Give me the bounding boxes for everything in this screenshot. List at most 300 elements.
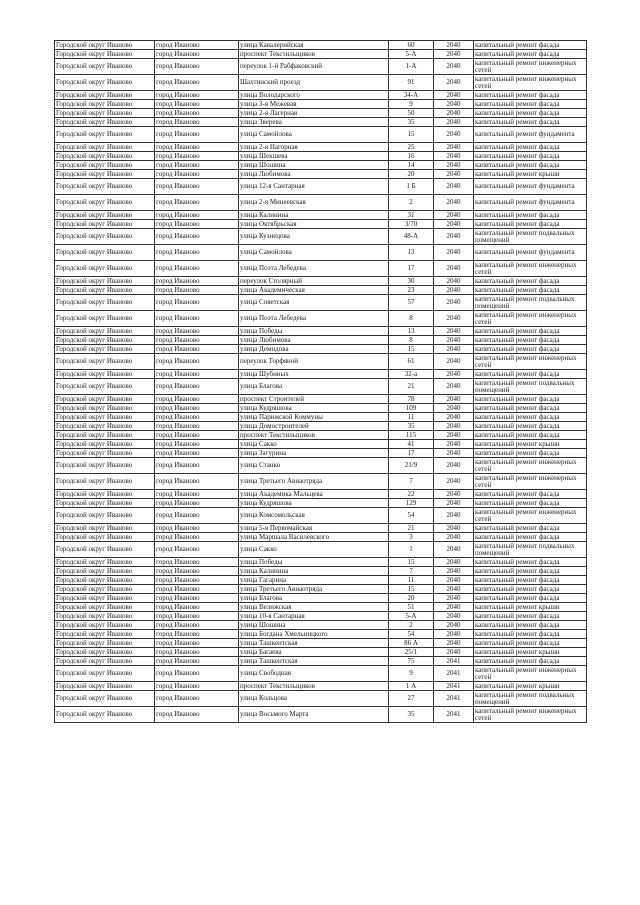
house-number-cell: 5-А bbox=[389, 50, 434, 59]
municipality-cell: Городской округ Иваново bbox=[55, 682, 155, 691]
house-number-cell: 86 А bbox=[389, 639, 434, 648]
street-cell: улица Советская bbox=[239, 295, 389, 311]
city-cell: город Иваново bbox=[155, 379, 239, 395]
year-cell: 2040 bbox=[434, 533, 474, 542]
table-row bbox=[55, 100, 587, 109]
street-cell: улица Академическая bbox=[239, 286, 389, 295]
work-type-cell: капитальный ремонт фасада bbox=[474, 533, 587, 542]
city-cell: город Иваново bbox=[155, 100, 239, 109]
house-number-cell: 57 bbox=[389, 295, 434, 311]
house-number-cell: 5-А bbox=[389, 612, 434, 621]
street-cell: улица Парижской Коммуны bbox=[239, 413, 389, 422]
work-type-cell: капитальный ремонт фасада bbox=[474, 286, 587, 295]
work-type-cell: капитальный ремонт фасада bbox=[474, 449, 587, 458]
year-cell: 2040 bbox=[434, 639, 474, 648]
table-row bbox=[55, 648, 587, 657]
municipality-cell: Городской округ Иваново bbox=[55, 707, 155, 723]
street-cell: улица Любимова bbox=[239, 170, 389, 179]
municipality-cell: Городской округ Иваново bbox=[55, 220, 155, 229]
street-cell: улица Загурина bbox=[239, 449, 389, 458]
municipality-cell: Городской округ Иваново bbox=[55, 474, 155, 490]
municipality-cell: Городской округ Иваново bbox=[55, 395, 155, 404]
municipality-cell: Городской округ Иваново bbox=[55, 211, 155, 220]
table-row bbox=[55, 458, 587, 474]
house-number-cell: 7 bbox=[389, 474, 434, 490]
year-cell: 2040 bbox=[434, 41, 474, 50]
year-cell: 2040 bbox=[434, 558, 474, 567]
city-cell: город Иваново bbox=[155, 413, 239, 422]
city-cell: город Иваново bbox=[155, 431, 239, 440]
year-cell: 2040 bbox=[434, 211, 474, 220]
city-cell: город Иваново bbox=[155, 490, 239, 499]
house-number-cell: 9 bbox=[389, 666, 434, 682]
house-number-cell: 13 bbox=[389, 245, 434, 261]
city-cell: город Иваново bbox=[155, 75, 239, 91]
street-cell: улица Поэта Лебедева bbox=[239, 311, 389, 327]
street-cell: улица Благова bbox=[239, 594, 389, 603]
city-cell: город Иваново bbox=[155, 508, 239, 524]
street-cell: улица Сакко bbox=[239, 542, 389, 558]
street-cell: улица 5-я Первомайская bbox=[239, 524, 389, 533]
year-cell: 2040 bbox=[434, 127, 474, 143]
street-cell: улица Победы bbox=[239, 327, 389, 336]
house-number-cell: 61 bbox=[389, 354, 434, 370]
city-cell: город Иваново bbox=[155, 109, 239, 118]
table-row bbox=[55, 286, 587, 295]
table-row bbox=[55, 336, 587, 345]
work-type-cell: капитальный ремонт инженерных сетей bbox=[474, 508, 587, 524]
year-cell: 2040 bbox=[434, 179, 474, 195]
municipality-cell: Городской округ Иваново bbox=[55, 245, 155, 261]
work-type-cell: капитальный ремонт подвальных помещений bbox=[474, 691, 587, 707]
city-cell: город Иваново bbox=[155, 458, 239, 474]
house-number-cell: 11 bbox=[389, 413, 434, 422]
house-number-cell: 35 bbox=[389, 422, 434, 431]
table-row bbox=[55, 311, 587, 327]
year-cell: 2040 bbox=[434, 621, 474, 630]
year-cell: 2040 bbox=[434, 542, 474, 558]
work-type-cell: капитальный ремонт подвальных помещений bbox=[474, 542, 587, 558]
city-cell: город Иваново bbox=[155, 286, 239, 295]
city-cell: город Иваново bbox=[155, 370, 239, 379]
municipality-cell: Городской округ Иваново bbox=[55, 41, 155, 50]
work-type-cell: капитальный ремонт инженерных сетей bbox=[474, 75, 587, 91]
table-row bbox=[55, 75, 587, 91]
house-number-cell: 2 bbox=[389, 195, 434, 211]
table-row bbox=[55, 508, 587, 524]
year-cell: 2040 bbox=[434, 499, 474, 508]
house-number-cell: 50 bbox=[389, 109, 434, 118]
work-type-cell: капитальный ремонт фасада bbox=[474, 621, 587, 630]
municipality-cell: Городской округ Иваново bbox=[55, 542, 155, 558]
work-type-cell: капитальный ремонт фасада bbox=[474, 630, 587, 639]
city-cell: город Иваново bbox=[155, 220, 239, 229]
table-row bbox=[55, 91, 587, 100]
street-cell: Шахтинский проезд bbox=[239, 75, 389, 91]
work-type-cell: капитальный ремонт фундамента bbox=[474, 195, 587, 211]
work-type-cell: капитальный ремонт фасада bbox=[474, 499, 587, 508]
street-cell: улица Свободная bbox=[239, 666, 389, 682]
year-cell: 2040 bbox=[434, 118, 474, 127]
street-cell: улица Багаева bbox=[239, 648, 389, 657]
street-cell: улица Володарского bbox=[239, 91, 389, 100]
city-cell: город Иваново bbox=[155, 354, 239, 370]
street-cell: улица Калинина bbox=[239, 567, 389, 576]
city-cell: город Иваново bbox=[155, 229, 239, 245]
street-cell: улица 2-я Нагорная bbox=[239, 143, 389, 152]
street-cell: улица Победы bbox=[239, 558, 389, 567]
year-cell: 2040 bbox=[434, 431, 474, 440]
municipality-cell: Городской округ Иваново bbox=[55, 277, 155, 286]
work-type-cell: капитальный ремонт фасада bbox=[474, 91, 587, 100]
work-type-cell: капитальный ремонт фасада bbox=[474, 370, 587, 379]
table-row bbox=[55, 474, 587, 490]
street-cell: улица Кудряшова bbox=[239, 499, 389, 508]
work-type-cell: капитальный ремонт фасада bbox=[474, 639, 587, 648]
city-cell: город Иваново bbox=[155, 91, 239, 100]
street-cell: улица Калинина bbox=[239, 211, 389, 220]
table-row bbox=[55, 379, 587, 395]
house-number-cell: 8 bbox=[389, 336, 434, 345]
table-row bbox=[55, 524, 587, 533]
city-cell: город Иваново bbox=[155, 170, 239, 179]
city-cell: город Иваново bbox=[155, 245, 239, 261]
work-type-cell: капитальный ремонт крыши bbox=[474, 603, 587, 612]
work-type-cell: капитальный ремонт фасада bbox=[474, 220, 587, 229]
house-number-cell: 115 bbox=[389, 431, 434, 440]
table-row bbox=[55, 395, 587, 404]
street-cell: улица Ташкентская bbox=[239, 639, 389, 648]
year-cell: 2040 bbox=[434, 458, 474, 474]
table-row bbox=[55, 345, 587, 354]
house-number-cell: 54 bbox=[389, 630, 434, 639]
work-type-cell: капитальный ремонт подвальных помещений bbox=[474, 379, 587, 395]
year-cell: 2040 bbox=[434, 50, 474, 59]
table-row bbox=[55, 422, 587, 431]
house-number-cell: 1 bbox=[389, 542, 434, 558]
municipality-cell: Городской округ Иваново bbox=[55, 370, 155, 379]
city-cell: город Иваново bbox=[155, 422, 239, 431]
year-cell: 2040 bbox=[434, 91, 474, 100]
year-cell: 2040 bbox=[434, 75, 474, 91]
municipality-cell: Городской округ Иваново bbox=[55, 449, 155, 458]
city-cell: город Иваново bbox=[155, 639, 239, 648]
year-cell: 2040 bbox=[434, 336, 474, 345]
table-row bbox=[55, 354, 587, 370]
work-type-cell: капитальный ремонт фасада bbox=[474, 345, 587, 354]
municipality-cell: Городской округ Иваново bbox=[55, 621, 155, 630]
table-row bbox=[55, 109, 587, 118]
city-cell: город Иваново bbox=[155, 707, 239, 723]
work-type-cell: капитальный ремонт фасада bbox=[474, 336, 587, 345]
house-number-cell: 11 bbox=[389, 576, 434, 585]
year-cell: 2040 bbox=[434, 170, 474, 179]
work-type-cell: капитальный ремонт крыши bbox=[474, 440, 587, 449]
city-cell: город Иваново bbox=[155, 524, 239, 533]
city-cell: город Иваново bbox=[155, 211, 239, 220]
work-type-cell: капитальный ремонт фасада bbox=[474, 395, 587, 404]
municipality-cell: Городской округ Иваново bbox=[55, 490, 155, 499]
municipality-cell: Городской округ Иваново bbox=[55, 179, 155, 195]
street-cell: улица Комсомольская bbox=[239, 508, 389, 524]
street-cell: улица Любимова bbox=[239, 336, 389, 345]
city-cell: город Иваново bbox=[155, 499, 239, 508]
year-cell: 2040 bbox=[434, 395, 474, 404]
year-cell: 2040 bbox=[434, 327, 474, 336]
work-type-cell: капитальный ремонт фасада bbox=[474, 211, 587, 220]
year-cell: 2040 bbox=[434, 474, 474, 490]
year-cell: 2040 bbox=[434, 59, 474, 75]
table-row bbox=[55, 691, 587, 707]
municipality-cell: Городской округ Иваново bbox=[55, 657, 155, 666]
street-cell: улица Домостроителей bbox=[239, 422, 389, 431]
city-cell: город Иваново bbox=[155, 594, 239, 603]
city-cell: город Иваново bbox=[155, 567, 239, 576]
table-row bbox=[55, 245, 587, 261]
table-row bbox=[55, 179, 587, 195]
table-row bbox=[55, 220, 587, 229]
work-type-cell: капитальный ремонт инженерных сетей bbox=[474, 458, 587, 474]
house-number-cell: 15 bbox=[389, 585, 434, 594]
table-row bbox=[55, 682, 587, 691]
municipality-cell: Городской округ Иваново bbox=[55, 458, 155, 474]
city-cell: город Иваново bbox=[155, 603, 239, 612]
table-row bbox=[55, 567, 587, 576]
city-cell: город Иваново bbox=[155, 311, 239, 327]
municipality-cell: Городской округ Иваново bbox=[55, 152, 155, 161]
street-cell: улица 3-я Межевая bbox=[239, 100, 389, 109]
municipality-cell: Городской округ Иваново bbox=[55, 59, 155, 75]
year-cell: 2040 bbox=[434, 449, 474, 458]
table-row bbox=[55, 413, 587, 422]
work-type-cell: капитальный ремонт фундамента bbox=[474, 179, 587, 195]
year-cell: 2040 bbox=[434, 440, 474, 449]
street-cell: проспект Строителей bbox=[239, 395, 389, 404]
work-type-cell: капитальный ремонт фасада bbox=[474, 422, 587, 431]
work-type-cell: капитальный ремонт фасада bbox=[474, 41, 587, 50]
year-cell: 2040 bbox=[434, 524, 474, 533]
city-cell: город Иваново bbox=[155, 59, 239, 75]
house-number-cell: 1 Б bbox=[389, 179, 434, 195]
house-number-cell: 1-А bbox=[389, 59, 434, 75]
house-number-cell: 16 bbox=[389, 152, 434, 161]
table-row bbox=[55, 639, 587, 648]
municipality-cell: Городской округ Иваново bbox=[55, 422, 155, 431]
year-cell: 2041 bbox=[434, 657, 474, 666]
year-cell: 2040 bbox=[434, 345, 474, 354]
municipality-cell: Городской округ Иваново bbox=[55, 100, 155, 109]
street-cell: проспект Текстильщиков bbox=[239, 431, 389, 440]
table-row bbox=[55, 327, 587, 336]
street-cell: улица Кольцова bbox=[239, 691, 389, 707]
municipality-cell: Городской округ Иваново bbox=[55, 75, 155, 91]
municipality-cell: Городской округ Иваново bbox=[55, 50, 155, 59]
work-type-cell: капитальный ремонт фасада bbox=[474, 143, 587, 152]
street-cell: улица Ташкентская bbox=[239, 657, 389, 666]
document-page bbox=[54, 40, 586, 723]
city-cell: город Иваново bbox=[155, 648, 239, 657]
work-type-cell: капитальный ремонт крыши bbox=[474, 682, 587, 691]
street-cell: улица Кавалерийская bbox=[239, 41, 389, 50]
municipality-cell: Городской округ Иваново bbox=[55, 431, 155, 440]
city-cell: город Иваново bbox=[155, 691, 239, 707]
work-type-cell: капитальный ремонт фасада bbox=[474, 413, 587, 422]
house-number-cell: 54 bbox=[389, 508, 434, 524]
municipality-cell: Городской округ Иваново bbox=[55, 594, 155, 603]
municipality-cell: Городской округ Иваново bbox=[55, 295, 155, 311]
street-cell: переулок Торфяной bbox=[239, 354, 389, 370]
work-type-cell: капитальный ремонт крыши bbox=[474, 648, 587, 657]
street-cell: проспект Текстильщиков bbox=[239, 50, 389, 59]
municipality-cell: Городской округ Иваново bbox=[55, 612, 155, 621]
municipality-cell: Городской округ Иваново bbox=[55, 440, 155, 449]
municipality-cell: Городской округ Иваново bbox=[55, 161, 155, 170]
house-number-cell: 21 bbox=[389, 379, 434, 395]
year-cell: 2041 bbox=[434, 666, 474, 682]
street-cell: улица Гагарина bbox=[239, 576, 389, 585]
house-number-cell: 21 bbox=[389, 524, 434, 533]
table-row bbox=[55, 630, 587, 639]
work-type-cell: капитальный ремонт фундамента bbox=[474, 245, 587, 261]
work-type-cell: капитальный ремонт фасада bbox=[474, 524, 587, 533]
house-number-cell: 15 bbox=[389, 558, 434, 567]
city-cell: город Иваново bbox=[155, 261, 239, 277]
table-row bbox=[55, 41, 587, 50]
house-number-cell: 20 bbox=[389, 170, 434, 179]
table-row bbox=[55, 211, 587, 220]
city-cell: город Иваново bbox=[155, 161, 239, 170]
city-cell: город Иваново bbox=[155, 127, 239, 143]
street-cell: улица Октябрьская bbox=[239, 220, 389, 229]
municipality-cell: Городской округ Иваново bbox=[55, 499, 155, 508]
municipality-cell: Городской округ Иваново bbox=[55, 336, 155, 345]
city-cell: город Иваново bbox=[155, 41, 239, 50]
municipality-cell: Городской округ Иваново bbox=[55, 109, 155, 118]
work-type-cell: капитальный ремонт фасада bbox=[474, 404, 587, 413]
table-row bbox=[55, 431, 587, 440]
house-number-cell: 129 bbox=[389, 499, 434, 508]
municipality-cell: Городской округ Иваново bbox=[55, 311, 155, 327]
street-cell: проспект Текстильщиков bbox=[239, 682, 389, 691]
city-cell: город Иваново bbox=[155, 657, 239, 666]
street-cell: улица 12-я Сантарная bbox=[239, 179, 389, 195]
city-cell: город Иваново bbox=[155, 152, 239, 161]
house-number-cell: 23 bbox=[389, 286, 434, 295]
house-number-cell: 3 bbox=[389, 533, 434, 542]
city-cell: город Иваново bbox=[155, 440, 239, 449]
house-number-cell: 35 bbox=[389, 707, 434, 723]
table-row bbox=[55, 295, 587, 311]
house-number-cell: 13 bbox=[389, 327, 434, 336]
table-row bbox=[55, 440, 587, 449]
table-row bbox=[55, 118, 587, 127]
work-type-cell: капитальный ремонт фасада bbox=[474, 594, 587, 603]
table-row bbox=[55, 542, 587, 558]
house-number-cell: 75 bbox=[389, 657, 434, 666]
municipality-cell: Городской округ Иваново bbox=[55, 261, 155, 277]
street-cell: улица 2-я Минеевская bbox=[239, 195, 389, 211]
municipality-cell: Городской округ Иваново bbox=[55, 229, 155, 245]
table-row bbox=[55, 161, 587, 170]
city-cell: город Иваново bbox=[155, 295, 239, 311]
house-number-cell: 22 bbox=[389, 490, 434, 499]
work-type-cell: капитальный ремонт фасада bbox=[474, 431, 587, 440]
house-number-cell: 8 bbox=[389, 311, 434, 327]
year-cell: 2041 bbox=[434, 691, 474, 707]
municipality-cell: Городской округ Иваново bbox=[55, 666, 155, 682]
table-row bbox=[55, 612, 587, 621]
table-row bbox=[55, 50, 587, 59]
municipality-cell: Городской округ Иваново bbox=[55, 118, 155, 127]
city-cell: город Иваново bbox=[155, 327, 239, 336]
city-cell: город Иваново bbox=[155, 404, 239, 413]
municipality-cell: Городской округ Иваново bbox=[55, 533, 155, 542]
municipality-cell: Городской округ Иваново bbox=[55, 603, 155, 612]
year-cell: 2040 bbox=[434, 277, 474, 286]
repair-schedule-table bbox=[54, 40, 587, 723]
table-row bbox=[55, 277, 587, 286]
house-number-cell: 27 bbox=[389, 691, 434, 707]
table-row bbox=[55, 195, 587, 211]
year-cell: 2040 bbox=[434, 286, 474, 295]
street-cell: улица Поэта Лебедева bbox=[239, 261, 389, 277]
municipality-cell: Городской округ Иваново bbox=[55, 345, 155, 354]
year-cell: 2040 bbox=[434, 603, 474, 612]
table-row bbox=[55, 657, 587, 666]
year-cell: 2040 bbox=[434, 295, 474, 311]
year-cell: 2040 bbox=[434, 413, 474, 422]
city-cell: город Иваново bbox=[155, 118, 239, 127]
city-cell: город Иваново bbox=[155, 336, 239, 345]
year-cell: 2040 bbox=[434, 404, 474, 413]
table-row bbox=[55, 59, 587, 75]
municipality-cell: Городской округ Иваново bbox=[55, 585, 155, 594]
street-cell: улица Восьмого Марта bbox=[239, 707, 389, 723]
house-number-cell: 25/1 bbox=[389, 648, 434, 657]
house-number-cell: 3/70 bbox=[389, 220, 434, 229]
street-cell: улица Сакко bbox=[239, 440, 389, 449]
municipality-cell: Городской округ Иваново bbox=[55, 91, 155, 100]
year-cell: 2040 bbox=[434, 648, 474, 657]
table-row bbox=[55, 449, 587, 458]
work-type-cell: капитальный ремонт фасада bbox=[474, 567, 587, 576]
municipality-cell: Городской округ Иваново bbox=[55, 691, 155, 707]
year-cell: 2040 bbox=[434, 354, 474, 370]
house-number-cell: 51 bbox=[389, 603, 434, 612]
city-cell: город Иваново bbox=[155, 558, 239, 567]
year-cell: 2040 bbox=[434, 630, 474, 639]
municipality-cell: Городской округ Иваново bbox=[55, 630, 155, 639]
city-cell: город Иваново bbox=[155, 179, 239, 195]
year-cell: 2040 bbox=[434, 161, 474, 170]
city-cell: город Иваново bbox=[155, 345, 239, 354]
work-type-cell: капитальный ремонт фасада bbox=[474, 118, 587, 127]
house-number-cell: 15 bbox=[389, 345, 434, 354]
work-type-cell: капитальный ремонт фасада bbox=[474, 161, 587, 170]
municipality-cell: Городской округ Иваново bbox=[55, 404, 155, 413]
work-type-cell: капитальный ремонт фасада bbox=[474, 152, 587, 161]
street-cell: улица Маршала Василевского bbox=[239, 533, 389, 542]
house-number-cell: 2 bbox=[389, 621, 434, 630]
year-cell: 2040 bbox=[434, 109, 474, 118]
street-cell: улица 10-я Сантарная bbox=[239, 612, 389, 621]
street-cell: улица 2-я Лагерная bbox=[239, 109, 389, 118]
street-cell: улица Самойлова bbox=[239, 245, 389, 261]
city-cell: город Иваново bbox=[155, 612, 239, 621]
year-cell: 2040 bbox=[434, 490, 474, 499]
work-type-cell: капитальный ремонт инженерных сетей bbox=[474, 354, 587, 370]
year-cell: 2040 bbox=[434, 612, 474, 621]
